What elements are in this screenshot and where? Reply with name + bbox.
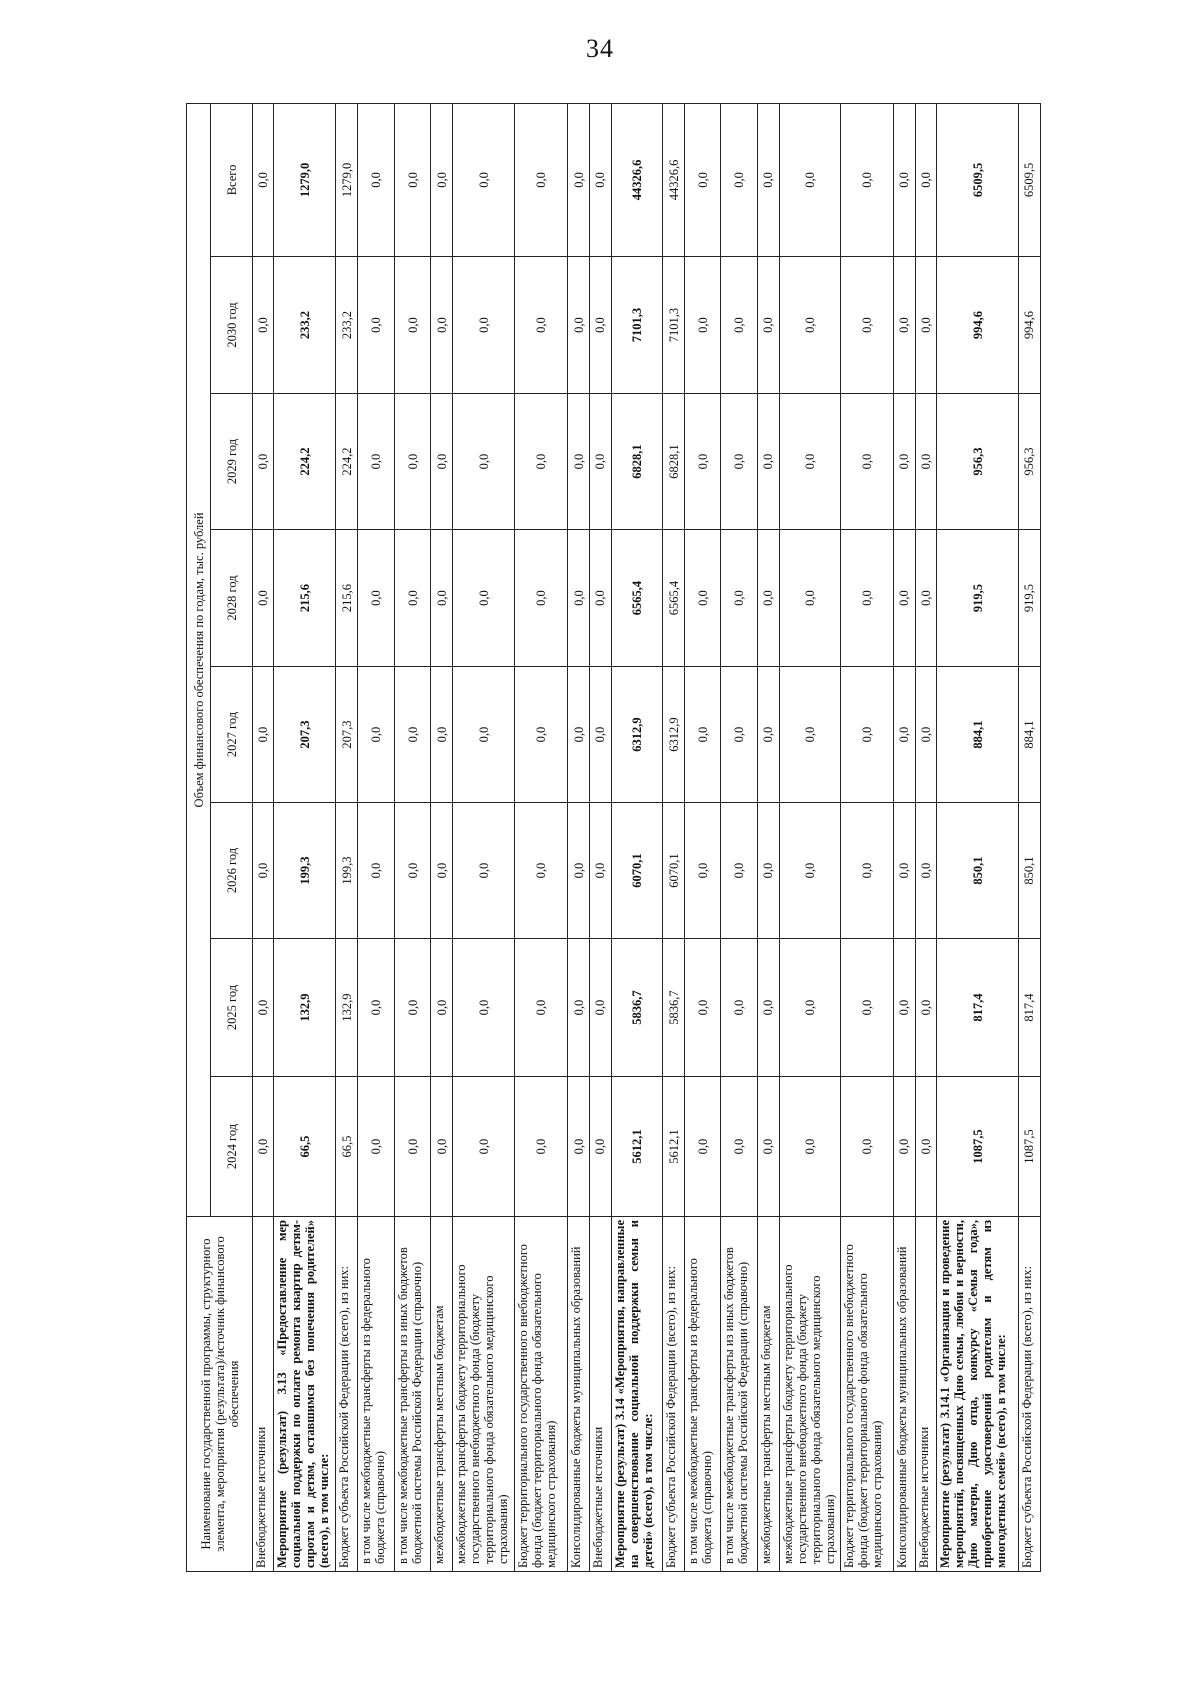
row-year-value: 0,0 <box>590 1077 612 1217</box>
row-year-value: 0,0 <box>514 939 567 1077</box>
row-year-value: 0,0 <box>915 257 937 394</box>
row-year-value: 850,1 <box>1018 803 1040 939</box>
row-year-value: 0,0 <box>394 1077 431 1217</box>
row-year-value: 0,0 <box>915 667 937 803</box>
row-year-value: 132,9 <box>336 939 358 1077</box>
row-year-value: 0,0 <box>841 257 893 394</box>
row-year-value: 0,0 <box>514 530 567 667</box>
row-year-value: 850,1 <box>937 803 1018 939</box>
row-year-value: 817,4 <box>937 939 1018 1077</box>
row-year-value: 817,4 <box>1018 939 1040 1077</box>
row-year-value: 0,0 <box>841 803 893 939</box>
row-year-value: 0,0 <box>684 1077 721 1217</box>
row-year-value: 0,0 <box>721 803 758 939</box>
row-year-value: 0,0 <box>431 257 453 394</box>
row-label: межбюджетные трансферты бюджету территориального государственного внебюджетного фонда (бюджету территориального фонда обязательного медицинского страхования) <box>453 1217 515 1572</box>
table-row <box>453 103 515 1571</box>
row-year-value: 0,0 <box>721 394 758 530</box>
row-year-value: 0,0 <box>431 394 453 530</box>
row-year-value: 224,2 <box>273 394 336 530</box>
row-year-value: 224,2 <box>336 394 358 530</box>
row-total-value: 0,0 <box>253 103 274 256</box>
row-year-value: 0,0 <box>893 394 915 530</box>
row-year-value: 0,0 <box>721 939 758 1077</box>
row-year-value: 0,0 <box>253 803 274 939</box>
row-total-value: 0,0 <box>915 103 937 256</box>
row-year-value: 0,0 <box>915 1077 937 1217</box>
row-label: Консолидированные бюджеты муниципальных образований <box>893 1217 915 1572</box>
row-year-value: 0,0 <box>514 394 567 530</box>
table-row <box>893 103 915 1571</box>
row-year-value: 0,0 <box>431 530 453 667</box>
table-row <box>663 103 685 1571</box>
row-year-value: 0,0 <box>358 257 395 394</box>
row-total-value: 44326,6 <box>611 103 662 256</box>
row-year-value: 6312,9 <box>611 667 662 803</box>
row-year-value: 0,0 <box>684 803 721 939</box>
header-year: 2029 год <box>211 394 253 530</box>
row-total-value: 0,0 <box>431 103 453 256</box>
table-row <box>1018 103 1040 1571</box>
row-total-value: 0,0 <box>841 103 893 256</box>
header-year: 2028 год <box>211 530 253 667</box>
row-year-value: 994,6 <box>937 257 1018 394</box>
row-label: межбюджетные трансферты бюджету территориального государственного внебюджетного фонда (бюджету территориального фонда обязательного медицинского страхования) <box>779 1217 841 1572</box>
row-year-value: 0,0 <box>684 667 721 803</box>
header-year: 2027 год <box>211 667 253 803</box>
row-total-value: 0,0 <box>514 103 567 256</box>
row-year-value: 0,0 <box>394 394 431 530</box>
row-year-value: 66,5 <box>273 1077 336 1217</box>
row-year-value: 0,0 <box>758 667 780 803</box>
row-year-value: 0,0 <box>893 803 915 939</box>
row-label: в том числе межбюджетные трансферты из иных бюджетов бюджетной системы Российской Федерации (справочно) <box>394 1217 431 1572</box>
row-year-value: 0,0 <box>915 803 937 939</box>
row-year-value: 0,0 <box>758 394 780 530</box>
table-row <box>721 103 758 1571</box>
row-year-value: 0,0 <box>758 257 780 394</box>
row-year-value: 199,3 <box>273 803 336 939</box>
row-year-value: 0,0 <box>358 667 395 803</box>
row-year-value: 0,0 <box>568 530 590 667</box>
row-year-value: 0,0 <box>253 939 274 1077</box>
row-year-value: 0,0 <box>841 530 893 667</box>
row-year-value: 6070,1 <box>663 803 685 939</box>
row-year-value: 0,0 <box>779 394 841 530</box>
row-year-value: 0,0 <box>893 939 915 1077</box>
row-total-value: 0,0 <box>568 103 590 256</box>
row-year-value: 0,0 <box>568 1077 590 1217</box>
row-total-value: 0,0 <box>684 103 721 256</box>
row-year-value: 0,0 <box>758 530 780 667</box>
table-row <box>253 103 274 1571</box>
table-row <box>394 103 431 1571</box>
row-year-value: 1087,5 <box>937 1077 1018 1217</box>
row-year-value: 0,0 <box>721 667 758 803</box>
row-year-value: 0,0 <box>431 1077 453 1217</box>
row-total-value: 6509,5 <box>1018 103 1040 256</box>
row-label: Бюджет субъекта Российской Федерации (всего), из них: <box>1018 1217 1040 1572</box>
row-year-value: 0,0 <box>893 667 915 803</box>
row-label: Мероприятие (результат) 3.14 «Мероприятия, направленные на совершенствование социальной поддержки семьи и детей» (всего), в том числе: <box>611 1217 662 1572</box>
row-year-value: 0,0 <box>841 939 893 1077</box>
row-label: в том числе межбюджетные трансферты из федерального бюджета (справочно) <box>358 1217 395 1572</box>
row-year-value: 0,0 <box>514 1077 567 1217</box>
row-total-value: 0,0 <box>721 103 758 256</box>
row-year-value: 6565,4 <box>611 530 662 667</box>
row-year-value: 207,3 <box>336 667 358 803</box>
row-total-value: 0,0 <box>779 103 841 256</box>
row-year-value: 5612,1 <box>611 1077 662 1217</box>
row-year-value: 0,0 <box>568 667 590 803</box>
row-year-value: 0,0 <box>253 667 274 803</box>
row-year-value: 199,3 <box>336 803 358 939</box>
row-year-value: 0,0 <box>514 667 567 803</box>
row-year-value: 0,0 <box>394 667 431 803</box>
row-year-value: 0,0 <box>453 939 515 1077</box>
row-year-value: 0,0 <box>453 530 515 667</box>
row-year-value: 0,0 <box>253 257 274 394</box>
row-year-value: 207,3 <box>273 667 336 803</box>
table-row <box>779 103 841 1571</box>
row-year-value: 919,5 <box>1018 530 1040 667</box>
row-year-value: 0,0 <box>453 394 515 530</box>
row-year-value: 0,0 <box>915 939 937 1077</box>
row-label: Внебюджетные источники <box>590 1217 612 1572</box>
header-volume-group: Объем финансового обеспечения по годам, тыс. рублей <box>187 103 211 1216</box>
row-year-value: 0,0 <box>779 939 841 1077</box>
row-year-value: 0,0 <box>358 1077 395 1217</box>
row-year-value: 0,0 <box>590 667 612 803</box>
row-year-value: 7101,3 <box>611 257 662 394</box>
row-total-value: 0,0 <box>394 103 431 256</box>
row-year-value: 0,0 <box>684 530 721 667</box>
table-row <box>514 103 567 1571</box>
row-year-value: 0,0 <box>590 939 612 1077</box>
row-year-value: 0,0 <box>358 803 395 939</box>
table-row <box>431 103 453 1571</box>
row-year-value: 0,0 <box>779 667 841 803</box>
row-year-value: 66,5 <box>336 1077 358 1217</box>
row-year-value: 1087,5 <box>1018 1077 1040 1217</box>
header-row-group <box>187 103 211 1571</box>
row-year-value: 0,0 <box>394 939 431 1077</box>
row-year-value: 6070,1 <box>611 803 662 939</box>
table-row <box>336 103 358 1571</box>
table-row <box>611 103 662 1571</box>
row-year-value: 0,0 <box>358 530 395 667</box>
row-year-value: 0,0 <box>431 939 453 1077</box>
row-year-value: 0,0 <box>779 257 841 394</box>
row-year-value: 884,1 <box>1018 667 1040 803</box>
row-label: Бюджет субъекта Российской Федерации (всего), из них: <box>663 1217 685 1572</box>
row-year-value: 6828,1 <box>663 394 685 530</box>
row-total-value: 0,0 <box>590 103 612 256</box>
row-year-value: 6312,9 <box>663 667 685 803</box>
row-total-value: 44326,6 <box>663 103 685 256</box>
row-year-value: 0,0 <box>394 803 431 939</box>
header-year: 2025 год <box>211 939 253 1077</box>
row-total-value: 6509,5 <box>937 103 1018 256</box>
row-year-value: 0,0 <box>915 394 937 530</box>
budget-table <box>186 103 1041 1572</box>
row-year-value: 0,0 <box>253 1077 274 1217</box>
table-row <box>358 103 395 1571</box>
row-total-value: 1279,0 <box>336 103 358 256</box>
table-row <box>915 103 937 1571</box>
row-year-value: 0,0 <box>358 394 395 530</box>
row-label: Бюджет субъекта Российской Федерации (всего), из них: <box>336 1217 358 1572</box>
row-year-value: 0,0 <box>514 257 567 394</box>
row-year-value: 0,0 <box>514 803 567 939</box>
row-year-value: 994,6 <box>1018 257 1040 394</box>
header-name-column: Наименование государственной программы, структурного элемента, мероприятия (результата)/источник финансового обеспечения <box>187 1217 253 1572</box>
row-year-value: 0,0 <box>841 667 893 803</box>
row-year-value: 0,0 <box>453 803 515 939</box>
row-year-value: 0,0 <box>431 667 453 803</box>
table-row <box>590 103 612 1571</box>
row-year-value: 0,0 <box>841 1077 893 1217</box>
row-year-value: 0,0 <box>453 257 515 394</box>
row-year-value: 0,0 <box>758 1077 780 1217</box>
row-year-value: 0,0 <box>915 530 937 667</box>
row-year-value: 215,6 <box>273 530 336 667</box>
table-row <box>684 103 721 1571</box>
row-year-value: 0,0 <box>841 394 893 530</box>
rotated-table-container <box>186 104 1041 1572</box>
row-label: Внебюджетные источники <box>915 1217 937 1572</box>
row-year-value: 0,0 <box>893 1077 915 1217</box>
row-year-value: 5612,1 <box>663 1077 685 1217</box>
row-total-value: 1279,0 <box>273 103 336 256</box>
row-year-value: 233,2 <box>273 257 336 394</box>
row-label: Внебюджетные источники <box>253 1217 274 1572</box>
row-year-value: 132,9 <box>273 939 336 1077</box>
row-year-value: 0,0 <box>394 257 431 394</box>
row-year-value: 0,0 <box>590 257 612 394</box>
row-year-value: 0,0 <box>721 257 758 394</box>
row-year-value: 233,2 <box>336 257 358 394</box>
row-year-value: 0,0 <box>568 803 590 939</box>
header-year: 2030 год <box>211 257 253 394</box>
row-year-value: 0,0 <box>394 530 431 667</box>
table-row <box>273 103 336 1571</box>
row-label: Бюджет территориального государственного внебюджетного фонда (бюджет территориального фонда обязательного медицинского страхования) <box>514 1217 567 1572</box>
row-year-value: 0,0 <box>568 394 590 530</box>
row-year-value: 0,0 <box>758 803 780 939</box>
page-number: 34 <box>586 34 614 63</box>
table-row <box>841 103 893 1571</box>
table-row <box>758 103 780 1571</box>
row-year-value: 0,0 <box>758 939 780 1077</box>
row-year-value: 919,5 <box>937 530 1018 667</box>
table-row <box>937 103 1018 1571</box>
row-year-value: 956,3 <box>1018 394 1040 530</box>
header-total: Всего <box>211 103 253 256</box>
header-year: 2024 год <box>211 1077 253 1217</box>
row-year-value: 0,0 <box>590 530 612 667</box>
row-year-value: 0,0 <box>590 803 612 939</box>
row-label: Мероприятие (результат) 3.14.1 «Организация и проведение мероприятий, посвященных Дню семьи, любви и верности, Дню матери, Дню отца, конкурсу «Семья года», приобретение удостоверений родителям и детям из многодетных семей» (всего), в том числе: <box>937 1217 1018 1572</box>
row-label: Консолидированные бюджеты муниципальных образований <box>568 1217 590 1572</box>
row-total-value: 0,0 <box>758 103 780 256</box>
row-year-value: 0,0 <box>684 939 721 1077</box>
row-total-value: 0,0 <box>358 103 395 256</box>
row-total-value: 0,0 <box>453 103 515 256</box>
row-year-value: 884,1 <box>937 667 1018 803</box>
row-year-value: 0,0 <box>253 530 274 667</box>
row-year-value: 0,0 <box>253 394 274 530</box>
row-label: межбюджетные трансферты местным бюджетам <box>758 1217 780 1572</box>
row-year-value: 0,0 <box>568 939 590 1077</box>
header-year: 2026 год <box>211 803 253 939</box>
row-year-value: 7101,3 <box>663 257 685 394</box>
row-year-value: 0,0 <box>453 1077 515 1217</box>
row-label: Мероприятие (результат) 3.13 «Предоставление мер социальной поддержки по оплате ремонта квартир детям-сиротам и детям, оставшимся без попечения родителей» (всего), в том числе: <box>273 1217 336 1572</box>
row-year-value: 0,0 <box>779 803 841 939</box>
row-year-value: 0,0 <box>721 1077 758 1217</box>
row-year-value: 6565,4 <box>663 530 685 667</box>
row-year-value: 5836,7 <box>663 939 685 1077</box>
row-year-value: 0,0 <box>684 394 721 530</box>
row-label: в том числе межбюджетные трансферты из федерального бюджета (справочно) <box>684 1217 721 1572</box>
row-label: межбюджетные трансферты местным бюджетам <box>431 1217 453 1572</box>
row-year-value: 0,0 <box>431 803 453 939</box>
row-year-value: 215,6 <box>336 530 358 667</box>
row-label: Бюджет территориального государственного внебюджетного фонда (бюджет территориального фонда обязательного медицинского страхования) <box>841 1217 893 1572</box>
row-year-value: 0,0 <box>590 394 612 530</box>
row-year-value: 0,0 <box>568 257 590 394</box>
row-year-value: 0,0 <box>779 530 841 667</box>
row-year-value: 0,0 <box>779 1077 841 1217</box>
row-label: в том числе межбюджетные трансферты из иных бюджетов бюджетной системы Российской Федерации (справочно) <box>721 1217 758 1572</box>
row-year-value: 0,0 <box>893 257 915 394</box>
row-year-value: 0,0 <box>893 530 915 667</box>
row-year-value: 0,0 <box>453 667 515 803</box>
row-year-value: 956,3 <box>937 394 1018 530</box>
row-year-value: 6828,1 <box>611 394 662 530</box>
row-year-value: 5836,7 <box>611 939 662 1077</box>
row-year-value: 0,0 <box>721 530 758 667</box>
table-row <box>568 103 590 1571</box>
row-year-value: 0,0 <box>358 939 395 1077</box>
row-total-value: 0,0 <box>893 103 915 256</box>
row-year-value: 0,0 <box>684 257 721 394</box>
